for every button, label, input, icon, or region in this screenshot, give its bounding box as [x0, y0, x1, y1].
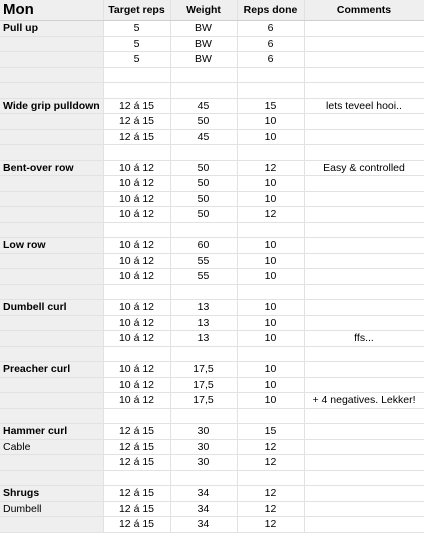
cell-weight[interactable]: 17,5 [170, 377, 237, 393]
table-row [0, 253, 424, 269]
cell-comment[interactable] [304, 176, 424, 192]
cell-target-reps[interactable] [103, 67, 170, 83]
cell-comment[interactable] [304, 486, 424, 502]
cell-weight[interactable] [170, 408, 237, 424]
cell-weight[interactable] [170, 67, 237, 83]
table-row [0, 129, 424, 145]
cell-target-reps[interactable]: 12 á 15 [103, 517, 170, 533]
cell-target-reps[interactable]: 10 á 12 [103, 377, 170, 393]
table-row [0, 377, 424, 393]
cell-target-reps[interactable]: 12 á 15 [103, 455, 170, 471]
cell-comment[interactable] [304, 517, 424, 533]
cell-weight[interactable] [170, 284, 237, 300]
cell-comment[interactable] [304, 191, 424, 207]
cell-target-reps[interactable] [103, 408, 170, 424]
cell-weight[interactable]: 13 [170, 300, 237, 316]
cell-target-reps[interactable]: 10 á 12 [103, 300, 170, 316]
cell-exercise[interactable] [0, 129, 103, 145]
cell-comment[interactable] [304, 67, 424, 83]
table-row [0, 501, 424, 517]
cell-weight[interactable]: 45 [170, 129, 237, 145]
cell-comment[interactable] [304, 269, 424, 285]
cell-weight[interactable]: 55 [170, 269, 237, 285]
cell-reps-done[interactable]: 12 [237, 501, 304, 517]
cell-exercise[interactable] [0, 331, 103, 347]
cell-comment[interactable] [304, 83, 424, 99]
cell-comment[interactable] [304, 114, 424, 130]
cell-exercise[interactable] [0, 52, 103, 68]
cell-exercise[interactable]: Wide grip pulldown [0, 98, 103, 114]
spacer-row [0, 222, 424, 238]
cell-target-reps[interactable] [103, 470, 170, 486]
cell-target-reps[interactable]: 10 á 12 [103, 160, 170, 176]
cell-comment[interactable]: + 4 negatives. Lekker! [304, 393, 424, 409]
cell-comment[interactable] [304, 36, 424, 52]
header-target-reps[interactable]: Target reps [103, 0, 170, 21]
cell-comment[interactable] [304, 439, 424, 455]
cell-target-reps[interactable]: 10 á 12 [103, 238, 170, 254]
cell-weight[interactable]: 50 [170, 207, 237, 223]
cell-weight[interactable] [170, 83, 237, 99]
cell-exercise[interactable] [0, 67, 103, 83]
cell-comment[interactable] [304, 408, 424, 424]
table-row [0, 114, 424, 130]
cell-target-reps[interactable] [103, 346, 170, 362]
cell-reps-done[interactable] [237, 346, 304, 362]
table-row [0, 160, 424, 176]
cell-target-reps[interactable]: 12 á 15 [103, 439, 170, 455]
cell-weight[interactable]: 50 [170, 191, 237, 207]
table-row [0, 393, 424, 409]
cell-exercise[interactable]: Shrugs [0, 486, 103, 502]
cell-reps-done[interactable]: 10 [237, 269, 304, 285]
cell-comment[interactable] [304, 52, 424, 68]
table-row [0, 486, 424, 502]
cell-weight[interactable]: 30 [170, 439, 237, 455]
cell-weight[interactable]: 34 [170, 501, 237, 517]
cell-reps-done[interactable]: 12 [237, 160, 304, 176]
table-row [0, 98, 424, 114]
cell-exercise-variant[interactable]: Cable [0, 439, 103, 455]
spacer-row [0, 346, 424, 362]
cell-weight[interactable] [170, 346, 237, 362]
cell-comment[interactable] [304, 501, 424, 517]
cell-comment[interactable] [304, 362, 424, 378]
table-row [0, 176, 424, 192]
cell-exercise[interactable] [0, 145, 103, 161]
cell-target-reps[interactable]: 10 á 12 [103, 207, 170, 223]
cell-reps-done[interactable]: 10 [237, 315, 304, 331]
cell-reps-done[interactable]: 6 [237, 52, 304, 68]
cell-exercise[interactable] [0, 315, 103, 331]
cell-reps-done[interactable]: 10 [237, 238, 304, 254]
cell-target-reps[interactable]: 10 á 12 [103, 253, 170, 269]
cell-exercise[interactable]: Pull up [0, 21, 103, 37]
table-row [0, 21, 424, 37]
cell-reps-done[interactable]: 10 [237, 191, 304, 207]
cell-reps-done[interactable] [237, 470, 304, 486]
cell-weight[interactable] [170, 470, 237, 486]
cell-comment[interactable] [304, 470, 424, 486]
cell-target-reps[interactable]: 5 [103, 36, 170, 52]
cell-target-reps[interactable]: 12 á 15 [103, 129, 170, 145]
cell-comment[interactable]: lets teveel hooi.. [304, 98, 424, 114]
cell-weight[interactable]: 17,5 [170, 393, 237, 409]
cell-comment[interactable] [304, 145, 424, 161]
cell-target-reps[interactable]: 12 á 15 [103, 424, 170, 440]
cell-exercise[interactable] [0, 36, 103, 52]
cell-weight[interactable]: 34 [170, 517, 237, 533]
cell-weight[interactable]: 55 [170, 253, 237, 269]
cell-exercise[interactable]: Low row [0, 238, 103, 254]
cell-reps-done[interactable]: 6 [237, 21, 304, 37]
cell-weight[interactable]: 13 [170, 331, 237, 347]
spacer-row [0, 284, 424, 300]
cell-exercise[interactable] [0, 191, 103, 207]
table-row [0, 424, 424, 440]
cell-exercise[interactable] [0, 517, 103, 533]
cell-exercise[interactable] [0, 114, 103, 130]
cell-exercise[interactable] [0, 393, 103, 409]
cell-comment[interactable] [304, 21, 424, 37]
day-title: Mon [0, 0, 103, 21]
cell-exercise[interactable] [0, 284, 103, 300]
sheet-body [0, 21, 424, 533]
cell-exercise[interactable] [0, 253, 103, 269]
cell-reps-done[interactable] [237, 83, 304, 99]
cell-comment[interactable]: ffs... [304, 331, 424, 347]
header-row [0, 0, 424, 21]
table-row [0, 315, 424, 331]
cell-comment[interactable] [304, 377, 424, 393]
cell-target-reps[interactable] [103, 222, 170, 238]
spacer-row [0, 145, 424, 161]
cell-target-reps[interactable]: 10 á 12 [103, 331, 170, 347]
cell-target-reps[interactable]: 10 á 12 [103, 191, 170, 207]
table-row [0, 300, 424, 316]
cell-comment[interactable] [304, 222, 424, 238]
cell-exercise[interactable] [0, 470, 103, 486]
cell-exercise[interactable] [0, 408, 103, 424]
cell-reps-done[interactable]: 6 [237, 36, 304, 52]
cell-exercise[interactable]: Preacher curl [0, 362, 103, 378]
cell-target-reps[interactable]: 5 [103, 52, 170, 68]
cell-exercise[interactable] [0, 455, 103, 471]
cell-comment[interactable] [304, 300, 424, 316]
table-row [0, 439, 424, 455]
cell-weight[interactable]: BW [170, 52, 237, 68]
cell-reps-done[interactable]: 10 [237, 331, 304, 347]
cell-target-reps[interactable]: 12 á 15 [103, 98, 170, 114]
cell-reps-done[interactable]: 12 [237, 517, 304, 533]
cell-comment[interactable] [304, 455, 424, 471]
spacer-row [0, 408, 424, 424]
cell-target-reps[interactable] [103, 83, 170, 99]
cell-reps-done[interactable] [237, 408, 304, 424]
cell-exercise[interactable] [0, 346, 103, 362]
cell-exercise[interactable] [0, 269, 103, 285]
cell-weight[interactable]: 34 [170, 486, 237, 502]
table-row [0, 191, 424, 207]
cell-reps-done[interactable]: 10 [237, 129, 304, 145]
table-row [0, 238, 424, 254]
cell-target-reps[interactable]: 5 [103, 21, 170, 37]
cell-reps-done[interactable]: 10 [237, 176, 304, 192]
table-row [0, 52, 424, 68]
table-row [0, 36, 424, 52]
cell-weight[interactable]: 50 [170, 176, 237, 192]
cell-weight[interactable]: 30 [170, 424, 237, 440]
cell-reps-done[interactable]: 12 [237, 455, 304, 471]
cell-weight[interactable] [170, 145, 237, 161]
cell-exercise[interactable] [0, 83, 103, 99]
cell-reps-done[interactable]: 12 [237, 439, 304, 455]
cell-reps-done[interactable] [237, 222, 304, 238]
cell-weight[interactable]: 50 [170, 114, 237, 130]
header-weight[interactable]: Weight [170, 0, 237, 21]
table-row [0, 331, 424, 347]
cell-exercise[interactable] [0, 207, 103, 223]
cell-target-reps[interactable] [103, 284, 170, 300]
cell-exercise-variant[interactable]: Dumbell [0, 501, 103, 517]
spacer-row [0, 67, 424, 83]
cell-comment[interactable] [304, 129, 424, 145]
cell-exercise[interactable] [0, 377, 103, 393]
cell-target-reps[interactable]: 10 á 12 [103, 269, 170, 285]
cell-weight[interactable] [170, 222, 237, 238]
table-row [0, 362, 424, 378]
table-row [0, 455, 424, 471]
table-row [0, 269, 424, 285]
cell-target-reps[interactable]: 12 á 15 [103, 114, 170, 130]
cell-weight[interactable]: 13 [170, 315, 237, 331]
spacer-row [0, 470, 424, 486]
cell-target-reps[interactable]: 12 á 15 [103, 501, 170, 517]
cell-weight[interactable]: BW [170, 21, 237, 37]
cell-reps-done[interactable]: 15 [237, 98, 304, 114]
cell-reps-done[interactable] [237, 284, 304, 300]
cell-reps-done[interactable] [237, 67, 304, 83]
cell-exercise[interactable]: Dumbell curl [0, 300, 103, 316]
cell-exercise[interactable] [0, 176, 103, 192]
cell-comment[interactable] [304, 284, 424, 300]
cell-target-reps[interactable]: 12 á 15 [103, 486, 170, 502]
cell-weight[interactable]: 60 [170, 238, 237, 254]
cell-weight[interactable]: 30 [170, 455, 237, 471]
cell-reps-done[interactable]: 10 [237, 114, 304, 130]
cell-reps-done[interactable]: 15 [237, 424, 304, 440]
cell-comment[interactable] [304, 315, 424, 331]
cell-exercise[interactable]: Bent-over row [0, 160, 103, 176]
cell-exercise[interactable] [0, 222, 103, 238]
cell-weight[interactable]: 17,5 [170, 362, 237, 378]
cell-weight[interactable]: BW [170, 36, 237, 52]
cell-target-reps[interactable]: 10 á 12 [103, 176, 170, 192]
cell-reps-done[interactable]: 10 [237, 377, 304, 393]
cell-reps-done[interactable]: 10 [237, 362, 304, 378]
cell-target-reps[interactable]: 10 á 12 [103, 362, 170, 378]
cell-reps-done[interactable]: 10 [237, 300, 304, 316]
cell-target-reps[interactable]: 10 á 12 [103, 393, 170, 409]
cell-comment[interactable]: Easy & controlled [304, 160, 424, 176]
cell-reps-done[interactable] [237, 145, 304, 161]
cell-comment[interactable] [304, 238, 424, 254]
cell-target-reps[interactable] [103, 145, 170, 161]
header-reps-done[interactable]: Reps done [237, 0, 304, 21]
header-comments[interactable]: Comments [304, 0, 424, 21]
cell-reps-done[interactable]: 10 [237, 253, 304, 269]
cell-reps-done[interactable]: 10 [237, 393, 304, 409]
cell-reps-done[interactable]: 12 [237, 486, 304, 502]
cell-comment[interactable] [304, 346, 424, 362]
cell-comment[interactable] [304, 207, 424, 223]
spacer-row [0, 83, 424, 99]
cell-exercise[interactable]: Hammer curl [0, 424, 103, 440]
table-row [0, 207, 424, 223]
cell-weight[interactable]: 50 [170, 160, 237, 176]
cell-comment[interactable] [304, 424, 424, 440]
cell-comment[interactable] [304, 253, 424, 269]
cell-target-reps[interactable]: 10 á 12 [103, 315, 170, 331]
table-row [0, 517, 424, 533]
cell-weight[interactable]: 45 [170, 98, 237, 114]
cell-reps-done[interactable]: 12 [237, 207, 304, 223]
